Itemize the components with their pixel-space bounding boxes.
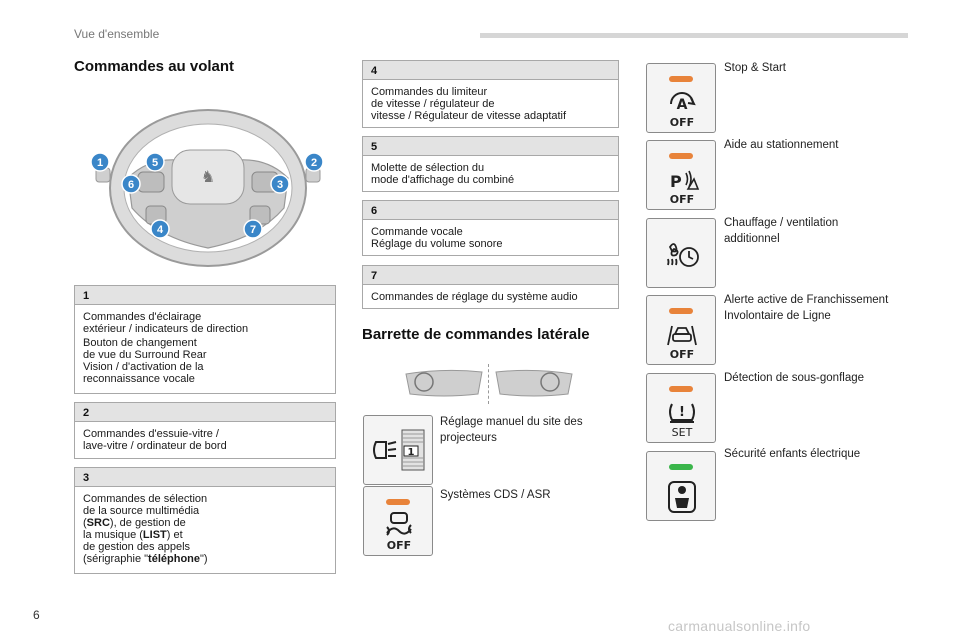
callout-7	[244, 220, 262, 238]
legend-box-1	[74, 285, 336, 394]
child-lock-button[interactable]	[646, 451, 716, 521]
legend-line: de la source multimédia	[83, 505, 200, 517]
status-led	[386, 499, 410, 505]
legend-text: (	[83, 517, 87, 529]
park-assist-label: Aide au stationnement	[724, 139, 839, 151]
legend-box-2	[74, 402, 336, 459]
child-lock-label: Sécurité enfants électrique	[724, 448, 861, 460]
legend-text: ), de gestion de	[109, 517, 186, 529]
legend-line: mode d'affichage du combiné	[371, 174, 515, 186]
legend-number: 3	[75, 468, 335, 487]
cds-asr-icon	[381, 511, 417, 551]
legend-line: Vision / d'activation de la	[83, 361, 204, 373]
aux-heating-icon	[664, 237, 700, 277]
callout-2	[305, 153, 323, 171]
status-led	[669, 76, 693, 82]
legend-keyword: LIST	[142, 529, 167, 541]
legend-box-5	[362, 136, 619, 192]
header-rule	[480, 33, 908, 38]
svg-text:P: P	[670, 172, 682, 191]
legend-number: 4	[363, 61, 618, 80]
stop-start-button[interactable]	[646, 63, 716, 133]
lane-departure-button[interactable]	[646, 295, 716, 365]
legend-line: Commandes d'éclairage	[83, 311, 202, 323]
legend-line: de vitesse / régulateur de	[371, 98, 495, 110]
svg-text:1: 1	[407, 447, 415, 458]
legend-keyword: SRC	[86, 517, 110, 529]
legend-box-3	[74, 467, 336, 574]
tyre-pressure-button[interactable]	[646, 373, 716, 443]
lane-departure-label: Alerte active de Franchissement Involontaire de Ligne	[724, 294, 889, 322]
svg-text:3: 3	[276, 179, 284, 191]
legend-line: Molette de sélection du	[371, 162, 485, 174]
svg-text:OFF: OFF	[386, 539, 412, 551]
legend-line: reconnaissance vocale	[83, 373, 195, 385]
legend-text: ) et	[166, 529, 183, 541]
park-assist-button[interactable]	[646, 140, 716, 210]
svg-text:2: 2	[310, 157, 318, 169]
legend-number: 6	[363, 201, 618, 220]
svg-text:7: 7	[249, 224, 257, 236]
side-bar-title: Barrette de commandes latérale	[362, 326, 590, 343]
legend-text: ")	[200, 553, 208, 565]
legend-line: extérieur / indicateurs de direction	[83, 323, 249, 335]
status-led	[669, 153, 693, 159]
callout-6	[122, 175, 140, 193]
legend-keyword: téléphone	[148, 553, 200, 565]
svg-text:6: 6	[127, 179, 135, 191]
child-lock-icon	[664, 476, 700, 516]
svg-text:♞: ♞	[200, 167, 216, 186]
legend-box-6	[362, 200, 619, 256]
callout-3	[271, 175, 289, 193]
legend-line: de gestion des appels	[83, 541, 191, 553]
svg-text:SET: SET	[671, 426, 693, 438]
callout-5	[146, 153, 164, 171]
legend-number: 7	[363, 266, 618, 285]
stop-start-label: Stop & Start	[724, 62, 787, 74]
status-led	[669, 308, 693, 314]
aux-heating-button[interactable]	[646, 218, 716, 288]
legend-box-4	[362, 60, 619, 128]
status-led	[669, 464, 693, 470]
callout-4	[151, 220, 169, 238]
cds-asr-button[interactable]	[363, 486, 433, 556]
svg-text:OFF: OFF	[669, 348, 695, 360]
legend-line: Commandes de réglage du système audio	[371, 291, 578, 303]
legend-text: (sérigraphie "	[83, 553, 149, 565]
legend-number: 2	[75, 403, 335, 422]
legend-line: Commandes d'essuie-vitre /	[83, 428, 219, 440]
svg-text:5: 5	[151, 157, 159, 169]
svg-text:OFF: OFF	[669, 193, 695, 205]
legend-line: Commandes du limiteur	[371, 86, 488, 98]
headlamp-level-icon	[370, 424, 428, 476]
tyre-pressure-label: Détection de sous-gonflage	[724, 372, 865, 384]
legend-line: Commande vocale	[371, 226, 463, 238]
park-assist-icon	[664, 165, 700, 205]
legend-number: 1	[75, 286, 335, 305]
steering-title: Commandes au volant	[74, 58, 235, 75]
legend-box-7	[362, 265, 619, 309]
page-number: 6	[33, 608, 40, 622]
aux-heating-label: Chauffage / ventilation additionnel	[724, 217, 839, 245]
callout-1	[91, 153, 109, 171]
legend-line: Bouton de changement	[83, 337, 197, 349]
watermark: carmanualsonline.info	[668, 618, 811, 634]
legend-number: 5	[363, 137, 618, 156]
legend-line: lave-vitre / ordinateur de bord	[83, 440, 227, 452]
svg-text:1: 1	[96, 157, 104, 169]
svg-text:OFF: OFF	[669, 116, 695, 128]
legend-line: Réglage du volume sonore	[371, 238, 503, 250]
legend-text: la musique (	[83, 529, 143, 541]
status-led	[669, 386, 693, 392]
stop-start-icon	[664, 88, 700, 128]
legend-line: de vue du Surround Rear	[83, 349, 207, 361]
section-header: Vue d'ensemble	[74, 27, 160, 41]
legend-line: vitesse / Régulateur de vitesse adaptatif	[371, 110, 567, 122]
tyre-pressure-icon	[664, 398, 700, 438]
legend-line: Commandes de sélection	[83, 493, 208, 505]
headlamp-level-label: Réglage manuel du site des projecteurs	[440, 416, 583, 444]
cds-asr-label: Systèmes CDS / ASR	[440, 489, 551, 501]
side-bar-divider	[488, 364, 489, 404]
svg-text:A: A	[676, 97, 688, 113]
headlamp-level-button[interactable]	[363, 415, 433, 485]
side-bar-illustration	[404, 364, 574, 404]
lane-departure-icon	[664, 320, 700, 360]
svg-text:4: 4	[156, 224, 164, 236]
svg-text:!: !	[679, 405, 685, 420]
steering-callouts	[88, 98, 328, 272]
